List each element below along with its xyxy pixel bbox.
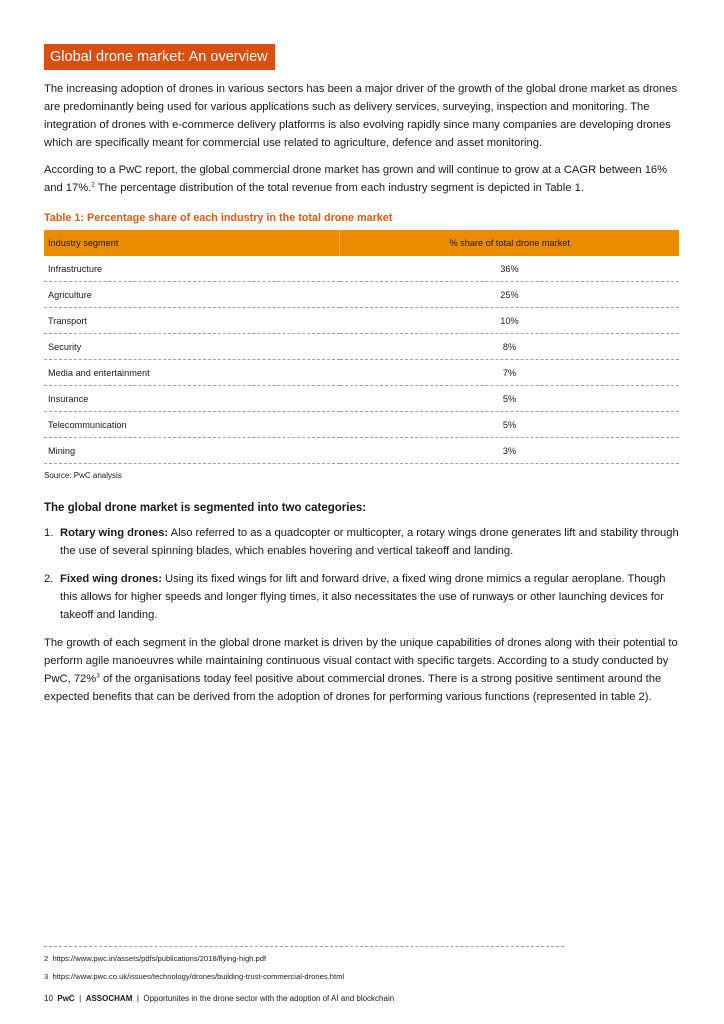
list-number: 1. bbox=[44, 527, 54, 539]
segment-cell: Media and entertainment bbox=[44, 360, 340, 386]
footer-separator: | bbox=[79, 994, 82, 1003]
list-item-text: Using its fixed wings for lift and forward drive, a fixed wing drone mimics a regular aeroplane. Though this allows for higher speeds and longer flying times, it also necessitates the use of runways or other launching devices for takeoff and landing. bbox=[60, 573, 666, 621]
list-item-title: Rotary wing drones: bbox=[60, 527, 169, 539]
footnote-link[interactable]: https://www.pwc.co.uk/issues/technology/drones/building-trust-commercial-drones.html bbox=[52, 972, 345, 981]
share-cell: 10% bbox=[340, 308, 679, 334]
growth-text-before: The growth of each segment in the global drone market is driven by the unique capabilities of drones along with their potential to perform agile manoeuvres while maintaining continuous visual contact with specific targets. According to a study conducted by PwC, 72% bbox=[44, 637, 678, 685]
growth-paragraph bbox=[44, 634, 680, 706]
header-industry-segment: Industry segment bbox=[44, 230, 340, 256]
page-footer bbox=[44, 994, 394, 1003]
pwc-text-after: The percentage distribution of the total revenue from each industry segment is depicted in Table 1. bbox=[94, 182, 584, 194]
table-row bbox=[44, 334, 679, 360]
categories-heading: The global drone market is segmented into two categories: bbox=[44, 502, 367, 514]
share-cell: 8% bbox=[340, 334, 679, 360]
footnote-ref-3: 3 bbox=[96, 672, 100, 680]
table-row bbox=[44, 282, 679, 308]
footnote-number: 3 bbox=[44, 972, 49, 981]
table-header-row bbox=[44, 230, 679, 256]
footnote-3 bbox=[44, 971, 564, 982]
footnote-ref-2: 2 bbox=[91, 181, 95, 189]
header-share: % share of total drone market bbox=[340, 230, 679, 256]
segment-cell: Security bbox=[44, 334, 340, 360]
table-row bbox=[44, 438, 679, 464]
intro-paragraph: The increasing adoption of drones in various sectors has been a major driver of the growth of the global drone market as drones are predominantly being used for various applications such as delivery services, surveying, inspection and monitoring. The integration of drones with e-commerce delivery platforms is also evolving rapidly since many companies are developing drones which are specifically meant for commercial use related to agriculture, defence and asset monitoring. bbox=[44, 83, 678, 149]
list-item-title: Fixed wing drones: bbox=[60, 573, 162, 585]
footer-brand-assocham: ASSOCHAM bbox=[85, 994, 133, 1003]
footer-separator: | bbox=[136, 994, 139, 1003]
list-number: 2. bbox=[44, 573, 54, 585]
document-page bbox=[44, 44, 680, 706]
table-row bbox=[44, 308, 679, 334]
list-item-text: Also referred to as a quadcopter or multicopter, a rotary wings drone generates lift and stability through the use of several spinning blades, which enables hovering and vertical takeoff and landing. bbox=[60, 527, 679, 557]
footnote-number: 2 bbox=[44, 954, 49, 963]
list-item bbox=[44, 524, 680, 560]
footer-doc-title: Opportunites in the drone sector with the adoption of AI and blockchain bbox=[143, 994, 395, 1003]
page-number: 10 bbox=[44, 994, 53, 1003]
footer-brand-pwc: PwC bbox=[57, 994, 75, 1003]
table-row bbox=[44, 386, 679, 412]
footnotes bbox=[44, 946, 564, 989]
segment-cell: Telecommunication bbox=[44, 412, 340, 438]
share-cell: 3% bbox=[340, 438, 679, 464]
list-item bbox=[44, 570, 680, 624]
share-cell: 5% bbox=[340, 412, 679, 438]
table-source: Source: PwC analysis bbox=[44, 471, 122, 480]
table-row bbox=[44, 360, 679, 386]
segment-cell: Agriculture bbox=[44, 282, 340, 308]
pwc-text-before: According to a PwC report, the global commercial drone market has grown and will continue to grow at a CAGR between 16% and 17%. bbox=[44, 164, 668, 194]
share-cell: 7% bbox=[340, 360, 679, 386]
segment-cell: Infrastructure bbox=[44, 256, 340, 282]
share-cell: 36% bbox=[340, 256, 679, 282]
share-cell: 5% bbox=[340, 386, 679, 412]
share-cell: 25% bbox=[340, 282, 679, 308]
table-row bbox=[44, 412, 679, 438]
categories-list bbox=[44, 524, 680, 624]
segment-cell: Insurance bbox=[44, 386, 340, 412]
growth-text-after: of the organisations today feel positive about commercial drones. There is a strong positive sentiment around the expected benefits that can be derived from the adoption of drones for performing various functions (represented in table 2). bbox=[44, 673, 662, 703]
footnote-link[interactable]: https://www.pwc.in/assets/pdfs/publications/2018/flying-high.pdf bbox=[52, 954, 267, 963]
section-title: Global drone market: An overview bbox=[44, 44, 275, 70]
table-caption: Table 1: Percentage share of each industry in the total drone market bbox=[44, 212, 393, 224]
industry-share-table bbox=[44, 230, 679, 464]
footnote-2 bbox=[44, 953, 564, 964]
table-row bbox=[44, 256, 679, 282]
pwc-report-paragraph bbox=[44, 161, 680, 197]
segment-cell: Mining bbox=[44, 438, 340, 464]
segment-cell: Transport bbox=[44, 308, 340, 334]
